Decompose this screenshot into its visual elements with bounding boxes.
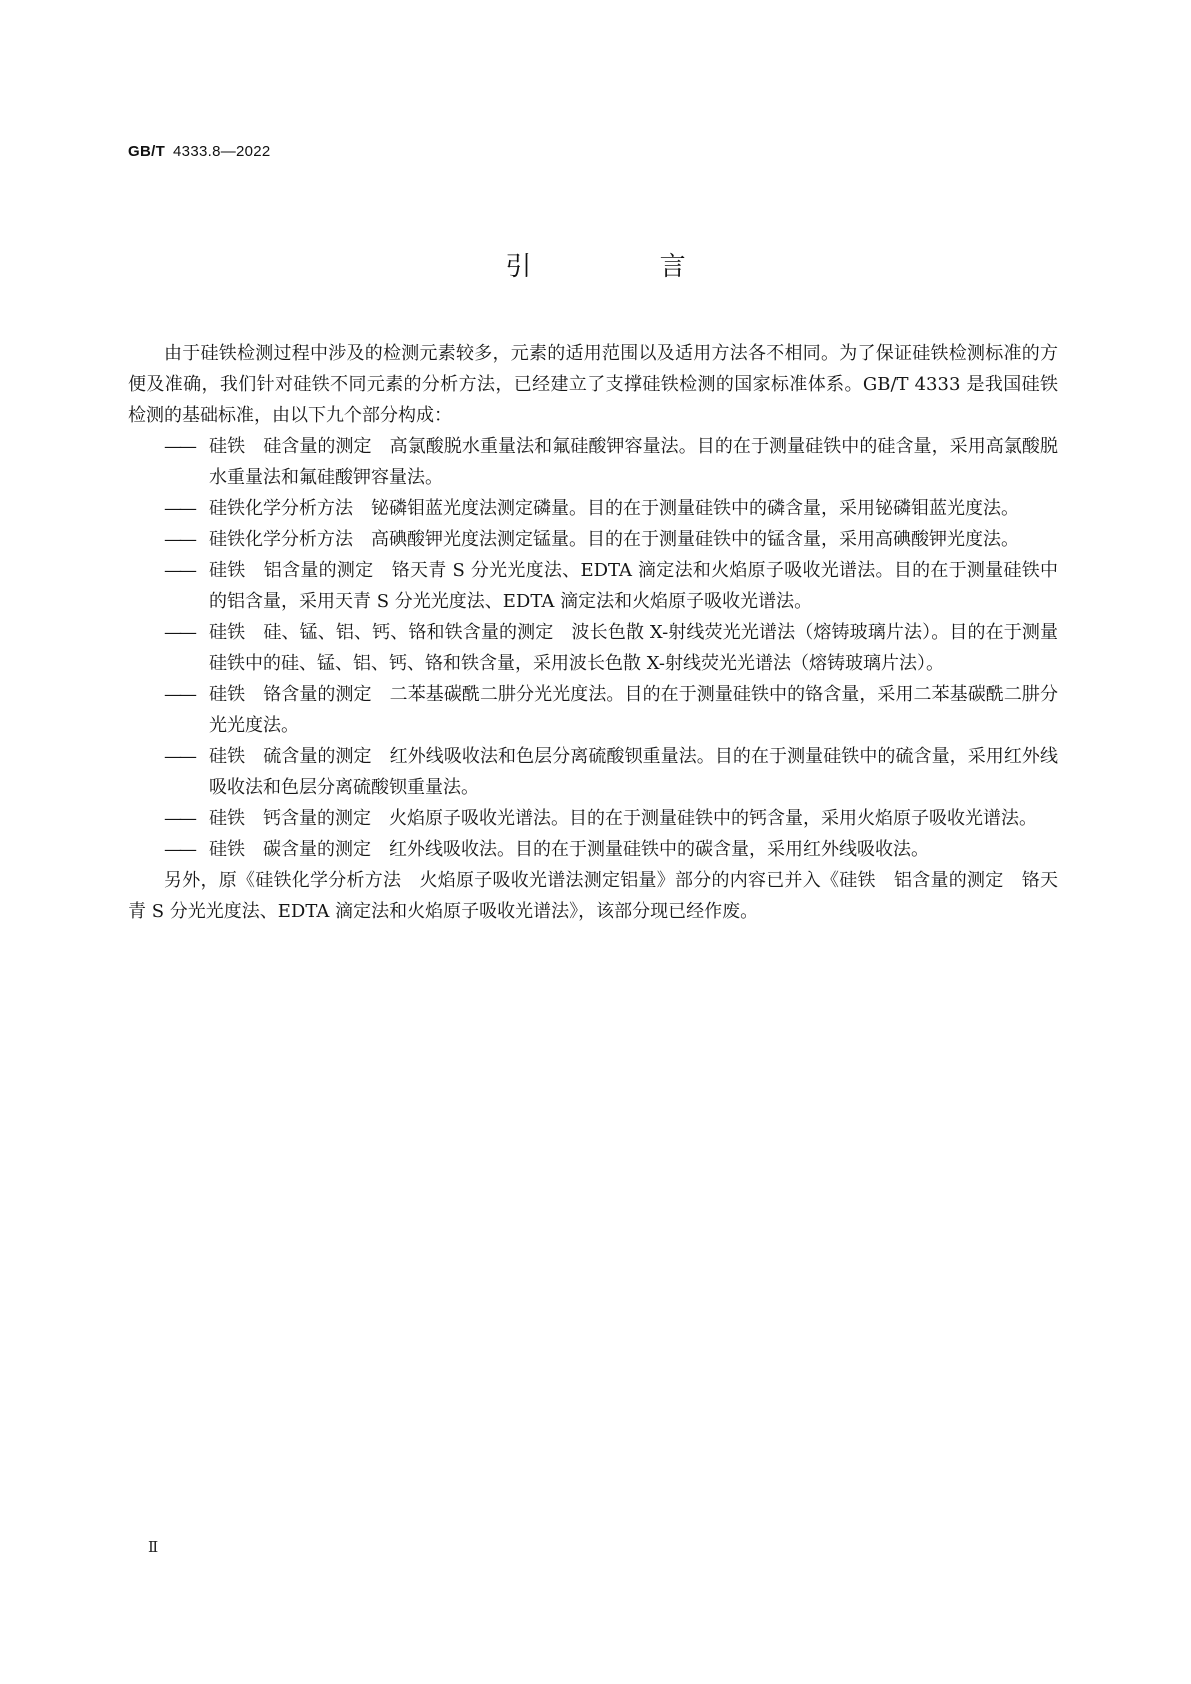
- list-dash: ——: [164, 684, 194, 705]
- list-dash: ——: [164, 622, 194, 643]
- list-item: [128, 834, 1058, 865]
- standard-parts-list: [128, 431, 1058, 865]
- list-item: [128, 431, 1058, 493]
- document-body: [128, 338, 1058, 927]
- standard-number: 4333.8—2022: [173, 143, 271, 160]
- list-item-text: 硅铁 硅含量的测定 高氯酸脱水重量法和氟硅酸钾容量法。目的在于测量硅铁中的硅含量，采用高氯酸脱水重量法和氟硅酸钾容量法。: [209, 436, 1058, 488]
- list-item-text: 硅铁化学分析方法 高碘酸钾光度法测定锰量。目的在于测量硅铁中的锰含量，采用高碘酸钾光度法。: [209, 529, 1019, 550]
- list-item-text: 硅铁 硫含量的测定 红外线吸收法和色层分离硫酸钡重量法。目的在于测量硅铁中的硫含量，采用红外线吸收法和色层分离硫酸钡重量法。: [209, 746, 1058, 798]
- page-title: 引 言: [505, 252, 746, 282]
- list-item-text: 硅铁 碳含量的测定 红外线吸收法。目的在于测量硅铁中的碳含量，采用红外线吸收法。: [209, 839, 929, 860]
- list-item-text: 硅铁 硅、锰、铝、钙、铬和铁含量的测定 波长色散 X-射线荧光光谱法（熔铸玻璃片法）。目的在于测量硅铁中的硅、锰、铝、钙、铬和铁含量，采用波长色散 X-射线荧光光谱法（熔铸玻璃片法）。: [209, 622, 1058, 674]
- closing-paragraph: 另外，原《硅铁化学分析方法 火焰原子吸收光谱法测定铝量》部分的内容已并入《硅铁 铝含量的测定 铬天青 S 分光光度法、EDTA 滴定法和火焰原子吸收光谱法》，该部分现已经作废。: [128, 870, 1058, 922]
- intro-paragraph: 由于硅铁检测过程中涉及的检测元素较多，元素的适用范围以及适用方法各不相同。为了保证硅铁检测标准的方便及准确，我们针对硅铁不同元素的分析方法，已经建立了支撑硅铁检测的国家标准体系。GB/T 4333 是我国硅铁检测的基础标准，由以下九个部分构成：: [128, 343, 1058, 426]
- list-item-text: 硅铁 铬含量的测定 二苯基碳酰二肼分光光度法。目的在于测量硅铁中的铬含量，采用二苯基碳酰二肼分光光度法。: [209, 684, 1058, 736]
- list-dash: ——: [164, 529, 194, 550]
- list-item-text: 硅铁 钙含量的测定 火焰原子吸收光谱法。目的在于测量硅铁中的钙含量，采用火焰原子吸收光谱法。: [209, 808, 1037, 829]
- list-item: [128, 524, 1058, 555]
- list-item: [128, 617, 1058, 679]
- list-dash: ——: [164, 498, 194, 519]
- list-dash: ——: [164, 808, 194, 829]
- list-dash: ——: [164, 746, 194, 767]
- list-item: [128, 555, 1058, 617]
- list-item-text: 硅铁 铝含量的测定 铬天青 S 分光光度法、EDTA 滴定法和火焰原子吸收光谱法。目的在于测量硅铁中的铝含量，采用天青 S 分光光度法、EDTA 滴定法和火焰原子吸收光谱法。: [209, 560, 1058, 612]
- list-dash: ——: [164, 436, 194, 457]
- list-item: [128, 679, 1058, 741]
- page-header: [128, 143, 271, 160]
- page-number: Ⅱ: [148, 1538, 159, 1556]
- list-dash: ——: [164, 560, 194, 581]
- list-item-text: 硅铁化学分析方法 铋磷钼蓝光度法测定磷量。目的在于测量硅铁中的磷含量，采用铋磷钼蓝光度法。: [209, 498, 1019, 519]
- standard-code: GB/T: [128, 143, 166, 160]
- list-item: [128, 741, 1058, 803]
- list-item: [128, 803, 1058, 834]
- list-dash: ——: [164, 839, 194, 860]
- list-item: [128, 493, 1058, 524]
